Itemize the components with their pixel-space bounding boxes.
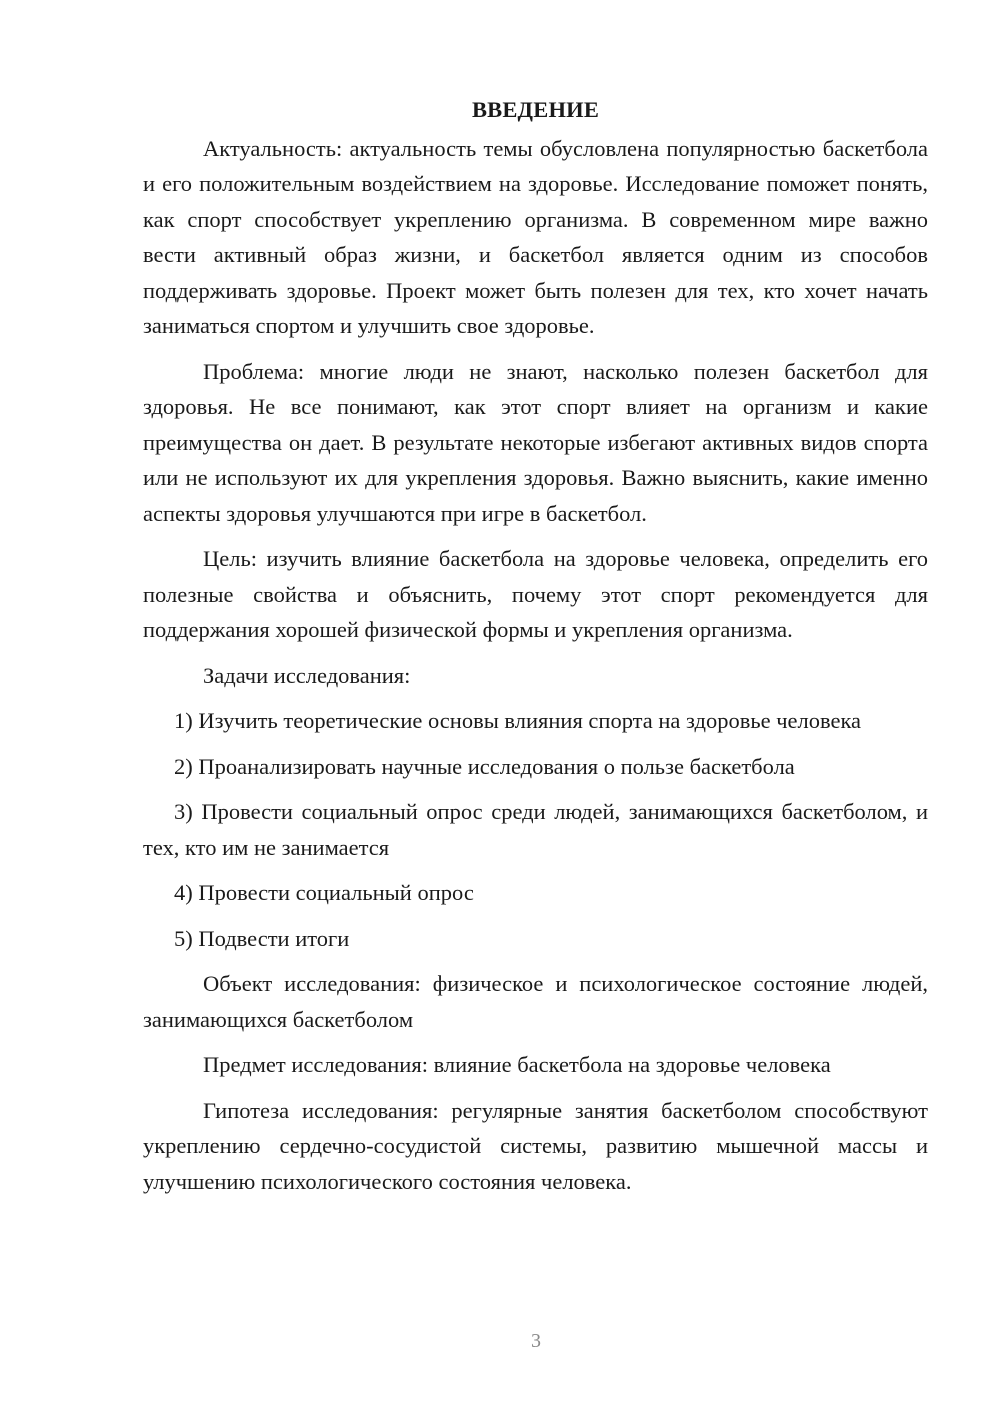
relevance-paragraph: Актуальность: актуальность темы обусловлена популярностью баскетбола и его положительным воздействием на здоровье. Исследование поможет понять, как спорт способствует укреплению организма. В современном мире важно вести активный образ жизни, и баскетбол является одним из способов поддерживать здоровье. Проект может быть полезен для тех, кто хочет начать заниматься спортом и улучшить свое здоровье.: [143, 135, 928, 338]
object-paragraph: Объект исследования: физическое и психологическое состояние людей, занимающихся баскетболом: [143, 971, 928, 1032]
task-number: 1): [174, 708, 193, 733]
problem-paragraph: Проблема: многие люди не знают, насколько полезен баскетбол для здоровья. Не все понимают, как этот спорт влияет на организм и какие преимущества он дает. В результате некоторые избегают активных видов спорта или не используют их для укрепления здоровья. Важно выяснить, какие именно аспекты здоровья улучшаются при игре в баскетбол.: [143, 358, 928, 526]
task-text: Провести социальный опрос среди людей, занимающихся баскетболом, и тех, кто им не занимается: [143, 799, 929, 860]
page-title: ВВЕДЕНИЕ: [471, 97, 600, 122]
task-item-3: [143, 794, 928, 865]
page-number: 3: [531, 1330, 541, 1352]
document-body: [143, 92, 928, 1209]
task-text: Изучить теоретические основы влияния спорта на здоровье человека: [198, 708, 862, 733]
task-item-5: [143, 921, 928, 957]
goal-paragraph: Цель: изучить влияние баскетбола на здоровье человека, определить его полезные свойства и объяснить, почему этот спорт рекомендуется для поддержания хорошей физической формы и укрепления организма.: [143, 546, 928, 642]
task-text: Провести социальный опрос: [198, 880, 474, 905]
task-item-2: [143, 749, 928, 785]
task-number: 3): [174, 799, 193, 824]
task-text: Проанализировать научные исследования о пользе баскетбола: [198, 753, 795, 779]
task-number: 2): [174, 753, 193, 779]
task-item-4: [143, 875, 928, 911]
tasks-heading: Задачи исследования:: [203, 662, 411, 688]
hypothesis-paragraph: Гипотеза исследования: регулярные занятия баскетболом способствуют укреплению сердечно-сосудистой системы, развитию мышечной массы и улучшению психологического состояния человека.: [143, 1097, 928, 1194]
task-number: 5): [174, 925, 193, 951]
subject-paragraph: Предмет исследования: влияние баскетбола на здоровье человека: [203, 1052, 831, 1077]
task-item-1: [143, 703, 928, 739]
task-text: Подвести итоги: [198, 925, 350, 951]
task-number: 4): [174, 880, 193, 905]
